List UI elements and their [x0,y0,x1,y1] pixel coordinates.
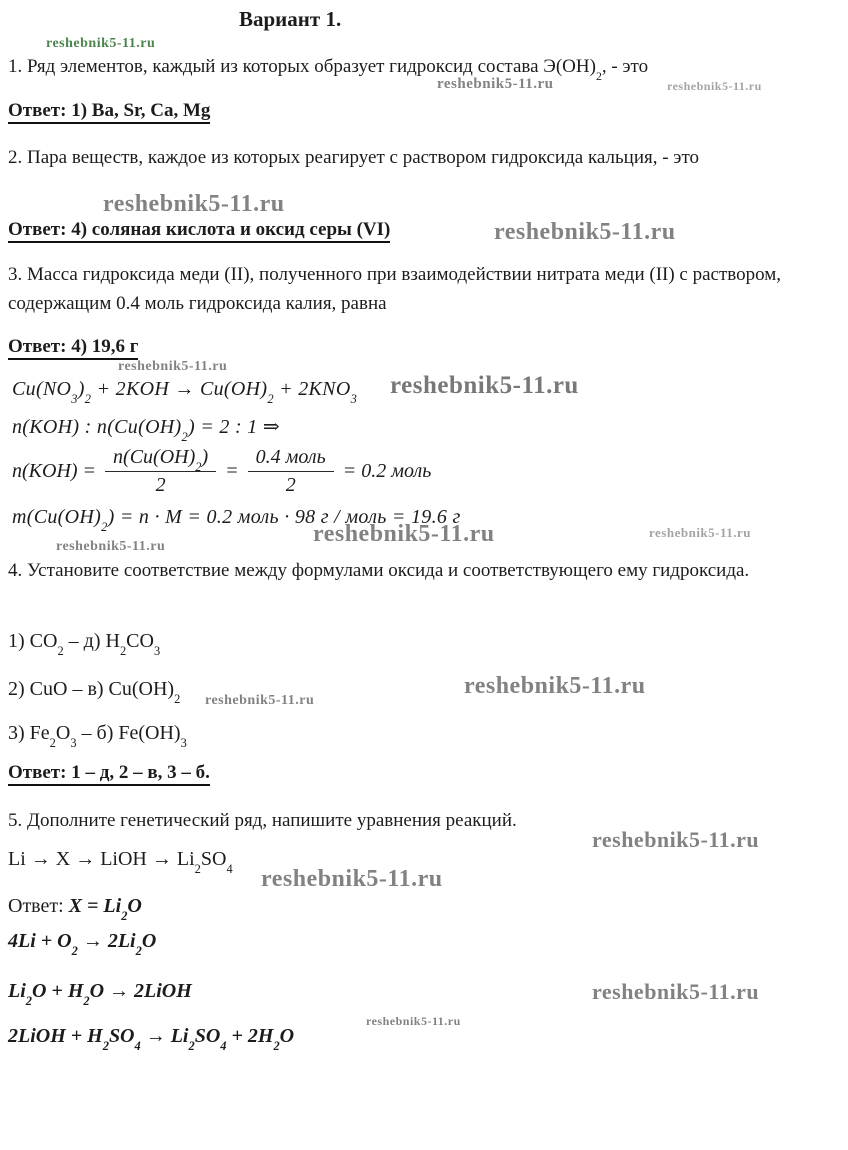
fraction-2 [248,446,334,497]
fraction-2-denominator: 2 [285,474,296,496]
match-item-2: 2) CuO – в) $Cu(OH)_2$ [8,678,181,707]
fraction-1 [105,446,216,497]
answer-2 [8,219,390,241]
equation-lhs: n(KOH) = [12,460,97,482]
equation-rhs: = 0.2 моль [342,460,432,482]
watermark: reshebnik5-11.ru [313,521,495,547]
answer-5-value: $X = Li_2O$ [68,895,142,924]
watermark: reshebnik5-11.ru [261,866,443,892]
answer-5 [8,895,142,924]
answer-4-text: Ответ: 1 – д, 2 – в, 3 – б. [8,762,210,786]
question-4-text: 4. Установите соответствие между формулами оксида и соответствующего ему гидроксида. [8,560,750,581]
answer-5-prefix: Ответ: [8,895,69,917]
genetic-chain: Li → X → LiOH → $Li_2SO_4$ [8,848,233,877]
match-item-3: 3) $Fe_2O_3 - б$) $Fe(OH)_3$ [8,722,187,751]
watermark: reshebnik5-11.ru [464,673,646,699]
equals-sign: = [225,460,239,482]
equation-li2so4: 2LiOH + $H_2SO_4 \to Li_2SO_4 + 2H_2O$ [8,1025,295,1054]
equation-li-oxide: $4Li + O_2 \to 2Li_2O$ [8,930,157,959]
question-2-text: 2. Пара веществ, каждое из которых реагирует с раствором гидроксида кальция, - это [8,147,700,168]
match-item-1: 1) $CO_2 - д$) $H_2CO_3$ [8,630,161,659]
watermark: reshebnik5-11.ru [46,36,156,51]
answer-1 [8,100,210,122]
watermark: reshebnik5-11.ru [390,372,579,399]
answer-2-text: Ответ: 4) соляная кислота и оксид серы (VI) [8,219,390,243]
watermark: reshebnik5-11.ru [103,191,285,217]
equation-lioh: $Li_2O + H_2O$ → 2LiOH [8,980,192,1009]
watermark: reshebnik5-11.ru [56,539,166,554]
fraction-1-denominator: 2 [155,474,166,496]
page-title: Вариант 1. [239,7,342,31]
watermark: reshebnik5-11.ru [494,219,676,245]
watermark: reshebnik5-11.ru [205,693,315,708]
fraction-2-numerator: 0.4 моль [248,446,334,472]
equation-mole-ratio: n(KOH) : $n(Cu(OH)_2) = 2$ : 1 ⇒ [12,416,280,445]
answer-3 [8,336,138,358]
question-5-text: 5. Дополните генетический ряд, напишите уравнения реакций. [8,810,517,831]
equation-reaction: $Cu(NO_3)_2 + 2KOH \to Cu(OH)_2 + 2KNO_3$ [12,378,358,407]
watermark: reshebnik5-11.ru [667,79,762,93]
watermark: reshebnik5-11.ru [366,1014,461,1028]
equation-mass-calculation: $m(Cu(OH)_2) = n \cdot M = 0.2$ моль · 98 г / моль = 19.6 г [12,506,461,535]
watermark: reshebnik5-11.ru [592,827,760,852]
answer-4 [8,762,210,784]
watermark: reshebnik5-11.ru [437,76,554,92]
watermark: reshebnik5-11.ru [592,979,760,1004]
answer-3-text: Ответ: 4) 19,6 г [8,336,138,360]
equation-mole-calculation [12,446,431,497]
question-3-text: 3. Масса гидроксида меди (II), полученного при взаимодействии нитрата меди (II) с раствором, содержащим 0.4 моль гидроксида калия, равна [8,264,782,314]
question-1-text: 1. Ряд элементов, каждый из которых образует гидроксид состава $Э(ОН)_2$, - это [8,56,649,83]
answer-1-text: Ответ: 1) Ba, Sr, Ca, Mg [8,100,210,124]
watermark: reshebnik5-11.ru [118,359,228,374]
watermark: reshebnik5-11.ru [649,525,752,540]
fraction-1-numerator: $n(Cu(OH)_2)$ [105,446,216,472]
